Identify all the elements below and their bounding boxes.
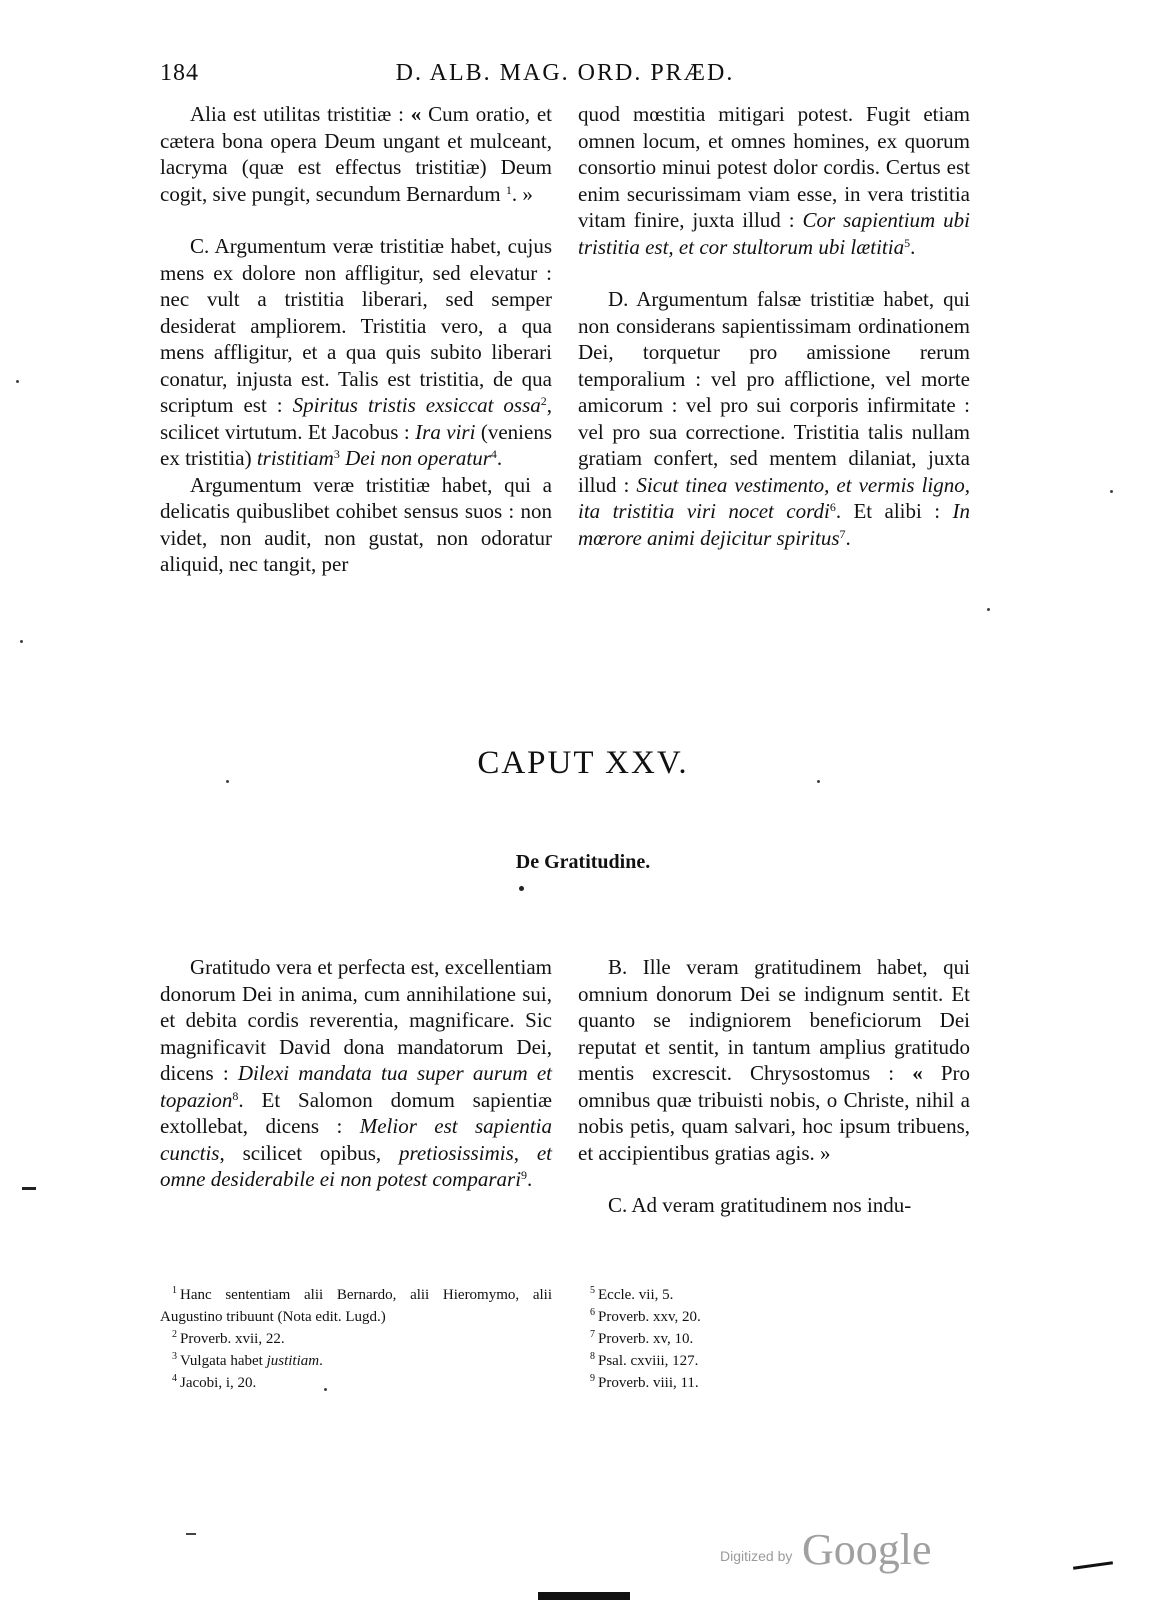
- scripture-quote: Spiritus tristis exsiccat ossa: [292, 393, 541, 417]
- text-run: , scilicet opibus,: [219, 1140, 399, 1165]
- scan-speck: [987, 608, 990, 611]
- quote-mark: «: [912, 1061, 941, 1085]
- scripture-quote: In mœrore animi dejicitur spiritus: [578, 499, 970, 550]
- footnote-italic: justitiam: [266, 1353, 320, 1369]
- text-run: .: [845, 525, 851, 550]
- chapter-title: CAPUT XXV.: [477, 745, 689, 781]
- footnote-text: Jacobi, i, 20.: [180, 1375, 257, 1391]
- text-run: (veniens ex tristitia): [160, 419, 553, 470]
- footnotes-left: [160, 1284, 552, 1394]
- footnote-ref: 6: [829, 500, 836, 514]
- quote-mark: «: [410, 102, 429, 126]
- paragraph-ad-veram: C. Ad veram gratitudinem nos indu-: [608, 1193, 912, 1217]
- scan-speck: [1110, 490, 1113, 493]
- footnote-text: Psal. cxviii, 127.: [598, 1353, 699, 1369]
- paragraph-argumentum-c: [160, 233, 552, 472]
- footnote-text: Hanc sententiam alii Bernardo, alii Hieromymo, alii Augustino tribuunt (Nota edit. Lugd.): [160, 1287, 552, 1325]
- scripture-quote: tristitiam: [256, 446, 334, 470]
- text-run: , scilicet virtutum. Et Jacobus :: [160, 393, 552, 444]
- page-header: [160, 60, 970, 90]
- google-logo: Google: [802, 1525, 932, 1574]
- text-run: quod mœstitia mitigari potest. Fugit etiam omnen locum, et omnes homines, ex quorum consortio minui potest dolor cordis. Certus est enim securissimam viam esse, in vera tristitia vitam finire, juxta illud :: [578, 102, 970, 232]
- footnote-ref: 1: [505, 182, 512, 197]
- scan-speck: [186, 1533, 196, 1535]
- scan-speck: [817, 780, 820, 783]
- scan-speck: [226, 780, 229, 783]
- footnote-item: [160, 1284, 552, 1328]
- footnote-item: [590, 1328, 890, 1350]
- paragraph-gratitudo: [160, 954, 552, 1193]
- footnote-text: Eccle. vii, 5.: [598, 1287, 674, 1303]
- scripture-quote: pretiosissimis: [399, 1140, 514, 1165]
- scripture-quote: Sicut tinea vestimento, et vermis ligno, ita tristitia viri nocet cordi: [578, 472, 970, 523]
- footnotes-right: [590, 1284, 890, 1394]
- footnote-number: 2: [172, 1329, 177, 1340]
- footnote-ref: 2: [540, 394, 547, 408]
- footnote-number: 9: [590, 1373, 595, 1384]
- footnote-number: 5: [590, 1285, 595, 1296]
- footnote-text: Vulgata habet: [180, 1353, 267, 1369]
- paragraph-moestitia: [578, 101, 970, 260]
- text-run: . Et Salomon domum sapientiæ extollebat, dicens :: [160, 1087, 552, 1138]
- footnote-text: Proverb. xvii, 22.: [180, 1331, 285, 1347]
- footnote-ref: 9: [521, 1168, 528, 1182]
- scripture-quote: et omne desiderabile ei non potest comparari: [160, 1140, 552, 1191]
- text-run: B. Ille veram gratitudinem habet, qui omnium donorum Dei se indignum sentit. Et quanto se indigniorem beneficiorum Dei reputat et sentit, in tantum amplius gratitudo mentis excrescit. Chrysostomus :: [578, 955, 970, 1085]
- paragraph-utilitas: [160, 101, 552, 207]
- footnote-ref: 7: [839, 526, 846, 541]
- footnote-ref: 8: [232, 1088, 239, 1103]
- footnote-ref: 5: [904, 235, 911, 250]
- text-run: .: [527, 1167, 533, 1191]
- scan-mark: [1073, 1561, 1113, 1570]
- footnote-item: [590, 1350, 890, 1372]
- bottom-right-column: [578, 954, 970, 1219]
- bottom-left-column: [160, 954, 552, 1193]
- digitized-watermark: [720, 1525, 960, 1578]
- footnote-number: 1: [172, 1285, 177, 1296]
- footnote-ref: 4: [490, 447, 497, 461]
- text-run: Pro omnibus quæ tribuisti nobis, o Christe, nihil a nobis petis, quam salvari, hoc ipsum tribuens, et accipientibus gratias agis. »: [578, 1061, 971, 1165]
- text-run: D. Argumentum falsæ tristitiæ habet, qui non considerans sapientissimam ordinationem Dei, torquetur pro amissione rerum temporalium : vel pro afflictione, vel morte amicorum : vel pro sui corporis infirmitate : vel pro sua correctione. Tristitia talis nullam gratiam confert, sed mentem dilaniat, juxta illud :: [578, 287, 970, 497]
- paragraph-argumentum-delicatis: Argumentum veræ tristitiæ habet, qui a delicatis quibuslibet cohibet sensus suos : non videt, non audit, non gustat, non odoratur aliquid, nec tangit, per: [160, 472, 552, 576]
- watermark-small-text: Digitized by: [720, 1548, 793, 1564]
- footnote-text: Proverb. xv, 10.: [598, 1331, 694, 1347]
- footnote-number: 3: [172, 1351, 177, 1362]
- footnote-item: [590, 1306, 890, 1328]
- footnote-number: 4: [172, 1373, 177, 1384]
- scan-speck: [324, 1388, 327, 1391]
- footnote-item: [590, 1284, 890, 1306]
- running-head: D. ALB. MAG. ORD. PRÆD.: [395, 60, 735, 86]
- footnote-ref: 3: [333, 447, 340, 461]
- scripture-quote: Ira viri: [415, 419, 476, 444]
- footnote-item: [160, 1328, 552, 1350]
- text-run: Gratitudo vera et perfecta est, excellentiam donorum Dei in anima, cum annihilatione sui, et debita cordis reverentia, magnificare. Sic magnificavit David dona mandatorum Dei, dicens :: [160, 955, 552, 1085]
- text-run: . Et alibi :: [835, 499, 953, 523]
- scripture-quote: Cor sapientium ubi tristitia est, et cor stultorum ubi lætitia: [578, 208, 970, 259]
- text-run: Cum oratio, et cætera bona opera Deum ungant et mulceant, lacryma (quæ est effectus tristitiæ) Deum cogit, sive pungit, secundum Bernardum: [160, 102, 553, 206]
- paragraph-ille-veram: [578, 954, 970, 1166]
- text-run: .: [496, 446, 503, 470]
- top-left-column: [160, 101, 552, 578]
- scan-mark: [22, 1187, 36, 1190]
- scripture-quote: Dilexi mandata tua super aurum et topazion: [160, 1061, 552, 1112]
- scripture-quote: Melior est sapientia cunctis: [160, 1114, 552, 1165]
- top-right-column: [578, 101, 970, 551]
- footnote-number: 6: [590, 1307, 595, 1318]
- paragraph-argumentum-d: [578, 286, 970, 551]
- footnote-item: [160, 1372, 552, 1394]
- footnote-number: 8: [590, 1351, 595, 1362]
- footnote-text: .: [319, 1353, 323, 1369]
- text-run: Alia est utilitas tristitiæ :: [190, 102, 411, 126]
- footnote-text: Proverb. viii, 11.: [598, 1375, 699, 1391]
- text-run: ,: [513, 1140, 537, 1165]
- footnote-item: [160, 1350, 552, 1372]
- scan-mark: [538, 1592, 630, 1600]
- footnote-number: 7: [590, 1329, 595, 1340]
- text-run: C. Argumentum veræ tristitiæ habet, cujus mens ex dolore non affligitur, sed elevatur : nec vult a tristitia liberari, sed semper desiderat ampliorem. Tristitia vero, a qua mens affligitur, et a qua quis subito liberari conatur, injusta est. Talis est tristitia, de qua scriptum est :: [160, 234, 552, 417]
- footnote-item: [590, 1372, 890, 1394]
- chapter-subtitle: De Gratitudine.: [515, 851, 651, 873]
- scan-speck: [16, 380, 19, 383]
- ornament-dot: [519, 886, 524, 891]
- scan-speck: [20, 640, 23, 643]
- page-number: 184: [160, 60, 199, 86]
- text-run: .: [910, 234, 916, 259]
- footnote-text: Proverb. xxv, 20.: [598, 1309, 701, 1325]
- text-run: . »: [511, 181, 533, 206]
- scripture-quote: Dei non operatur: [345, 446, 491, 470]
